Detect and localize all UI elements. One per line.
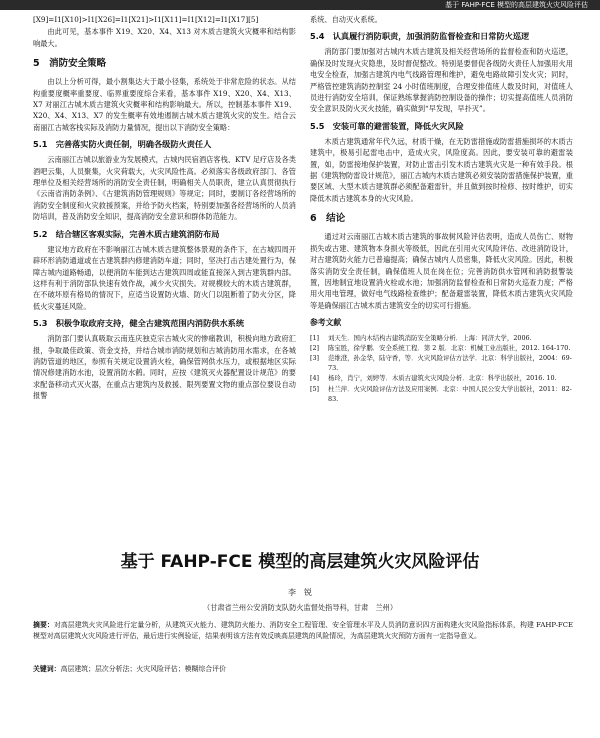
reference-item: [2] 陈宝胜，徐学鹏．安全系统工程．第 2 版．北京：机械工业出版社，2012. 164-170. bbox=[310, 343, 571, 352]
article-author: 李 锐 bbox=[288, 588, 312, 597]
paragraph-section-5-3: 消防部门要认真吸取云南连庆独克宗古城火灾的惨痛教训，积极向地方政府汇报，争取最佳政策、资金支持，并结合城市消防规划和古城消防用水需求，在各城消防管道的地区，参照有关规定设置消火栓，确保管网供水压力，或根据地区实际情况修建消防水池，设置消防水鹤。同时，应按《建筑灭火器配置设计规范》的要求配备移动式灭火器，在重点古建筑内及救援、限列要置文物的重点部位要设自动报警 bbox=[33, 334, 296, 401]
abstract bbox=[33, 620, 573, 642]
paragraph-continued: 系统、自动灭火系统。 bbox=[310, 15, 382, 24]
references-list bbox=[310, 333, 573, 404]
heading-section-5-1: 5.1 完善落实防火责任制，明确各级防火责任人 bbox=[33, 139, 212, 150]
right-column bbox=[310, 14, 573, 534]
abstract-label: 摘要： bbox=[33, 621, 54, 629]
equation-line: [X9]=I1[X10]>I1[X26]=I1[X21]>I1[X11]=I1[X12]=I1[X17][5] bbox=[33, 15, 259, 24]
paragraph-section-5-4: 消防部门要加强对古城内木质古建筑及相关经营场所的监督检查和防火巡逻，确保及时发现火灾隐患，及时督促整改。特别是要督促各级防火责任人加强用火用电安全检查，加强古建筑内电气线路管理和维护，避免电路故障引发火灾；同时，严格管控建筑消防控制室 24 小时值班制度，合理安排值班人数及时间，对值班人员进行消防安全培训，保证熟练掌握消防控制设备的操作；切实提高值班人员消防安全意识及防火灭火技能，确实做到“早发现，早扑灭”。 bbox=[310, 47, 573, 114]
running-header-title: 基于 FAHP-FCE 模型的高层建筑火灾风险评估 bbox=[445, 1, 588, 9]
reference-item: [4] 杨玲，肖宁，刘婷等．木质古建筑火灾风险分析．北京：科学出版社，2016. 10. bbox=[310, 374, 557, 383]
paragraph-section-5: 由以上分析可得，最小割集达大于最小径集，系统处于非常危险的状态。从结构重要度概率重要度、临界重要度综合来看，基本事件 X19、X20、X4、X13、X7 对丽江古城木质古建筑火灾概率和结构影响最大。所以，控制基本事件 X19、X20、X4、X13、X7 的发生概率有效地遏制古城木质古建筑火灾的发生。结合云南丽江古城客栈实际及消防力量情况，提出以下消防安全策略： bbox=[33, 77, 296, 132]
heading-section-5-2: 5.2 结合辖区客观实际，完善木质古建筑消防布局 bbox=[33, 228, 220, 239]
heading-section-5-3: 5.3 积极争取政府支持，健全古建筑范围内消防供水系统 bbox=[33, 318, 245, 329]
reference-item: [3] 范维澄，孙金华，陆守香，等．火灾风险评估方法学．北京：科学出版社，2004：69-73. bbox=[310, 353, 572, 373]
left-column bbox=[33, 14, 296, 542]
running-header-bar bbox=[0, 0, 600, 10]
paragraph-intro: 由此可见，基本事件 X19、X20、X4、X13 对木质古建筑火灾概率和结构影响最大。 bbox=[33, 27, 296, 48]
reference-item: [5] 杜兰萍．火灾风险评估方法及应用案例．北京：中国人民公安大学出版社，2011：82-83. bbox=[310, 384, 572, 403]
article-title: 基于 FAHP-FCE 模型的高层建筑火灾风险评估 bbox=[120, 552, 480, 572]
heading-section-5-5: 5.5 安装可靠的避雷装置，降低火灾风险 bbox=[310, 120, 464, 131]
paragraph-section-5-5: 木质古建筑通常年代久远，材质干燥，在无防雷措施或防雷措施损坏的木质古建筑中，极易引起雷电击中，造成火灾，风险度高。因此，要安装可靠的避雷装置，如，防雷接地保护装置，对防止雷击引发木质古建筑火灾是一种有效手段。根据《建筑物防雷设计规范》，丽江古城内木质古建筑必须安装防雷措施保护装置，重要区域、大型木质古建筑群必须配备避雷针，并且做到按时检修、按时维护，切实降低木质古建筑本身的火灾风险。 bbox=[310, 136, 573, 203]
heading-section-6: 6 结论 bbox=[310, 213, 346, 225]
keywords-label: 关键词： bbox=[33, 665, 61, 673]
references-title: 参考文献 bbox=[310, 318, 342, 328]
reference-item: [1] 刘天生．国内木结构古建筑消防安全策略分析．上海：同济大学，2006. bbox=[310, 333, 532, 342]
heading-section-5: 5 消防安全策略 bbox=[33, 58, 107, 70]
keywords-text: 高层建筑；层次分析法；火灾风险评估；模糊综合评价 bbox=[60, 665, 226, 673]
paragraph-section-5-1: 云南丽江古城以旅游业为发展模式，古城内民宿酒店客栈、KTV 足疗店及各类酒吧云集，人员聚集，火灾荷载大，火灾风险性高。必须落实各级政府部门、各管理单位及相关经营场所的消防安全责任制，明确相关人员职责，建立认真贯彻执行《云南省消防条例》、《古建筑消防管理规则》等规定；同时，要制订各经营场所的消防安全制度和火灾救援预案，并给予防火档案，特别要加强各经营场所的人员消防培训，普及消防安全知识，提高消防安全意识和群体防范能力。 bbox=[33, 155, 296, 222]
paragraph-section-6: 通过对云南丽江古城木质古建筑的事故树风险评估表明，造成人员伤亡、财物损失或古建、建筑物本身损火等级低，因此在引用火灾风险评估、改进消防设计，对古建筑防火能力已普遍提高；确保古城内人员密集，降低火灾风险。因此，积极落实消防安全责任制，确保值班人员在岗在位；完善消防供水管网和消防报警装置，因地制宜地设置消火栓或水池；加强消防监督检查和日常防火巡查力度；严格用火用电管理，做好电气线路检查维护；配备避雷装置，降低木质古建筑火灾风险等是确保丽江古城木质古建筑安全的切实可行措施。 bbox=[310, 232, 573, 310]
heading-section-5-4: 5.4 认真履行消防职责，加强消防监督检查和日常防火巡逻 bbox=[310, 31, 530, 42]
paragraph-section-5-2: 建议地方政府在不影响丽江古城木质古建筑整体景观的条件下，在古城四周开辟环形消防通道或在古建筑群内修建消防车道；同时，坚决打击古建处置行为，保障古城内道路畅通，以便消防车能到达古建筑四周或能直接深入到古建筑群内部。这样有利于消防部队快速有效作战，减少火灾损失。对规模较大的木质古建筑群，在不破坏原有格局的情况下，应适当设置防火墙、防火门以阻断着了防火分区，降低火灾蔓延风险。 bbox=[33, 244, 296, 311]
abstract-text: 对高层建筑火灾风险进行定量分析，从建筑灭火能力、建筑防火能力、消防安全工程管理、安全管理水平及人员消防意识四方面构建火灾风险指标体系，构建 FAHP-FCE 模型对高层建筑火灾风险进行评估，最后进行实例验证，结果表明该方法有效反映高层建筑的风险情况，为高层建筑火灾预防方面有一定指导意义。 bbox=[33, 621, 573, 640]
keywords bbox=[33, 664, 573, 675]
article-affiliation: （甘肃省兰州公安消防支队防火监督处指导科，甘肃 兰州） bbox=[202, 603, 398, 612]
